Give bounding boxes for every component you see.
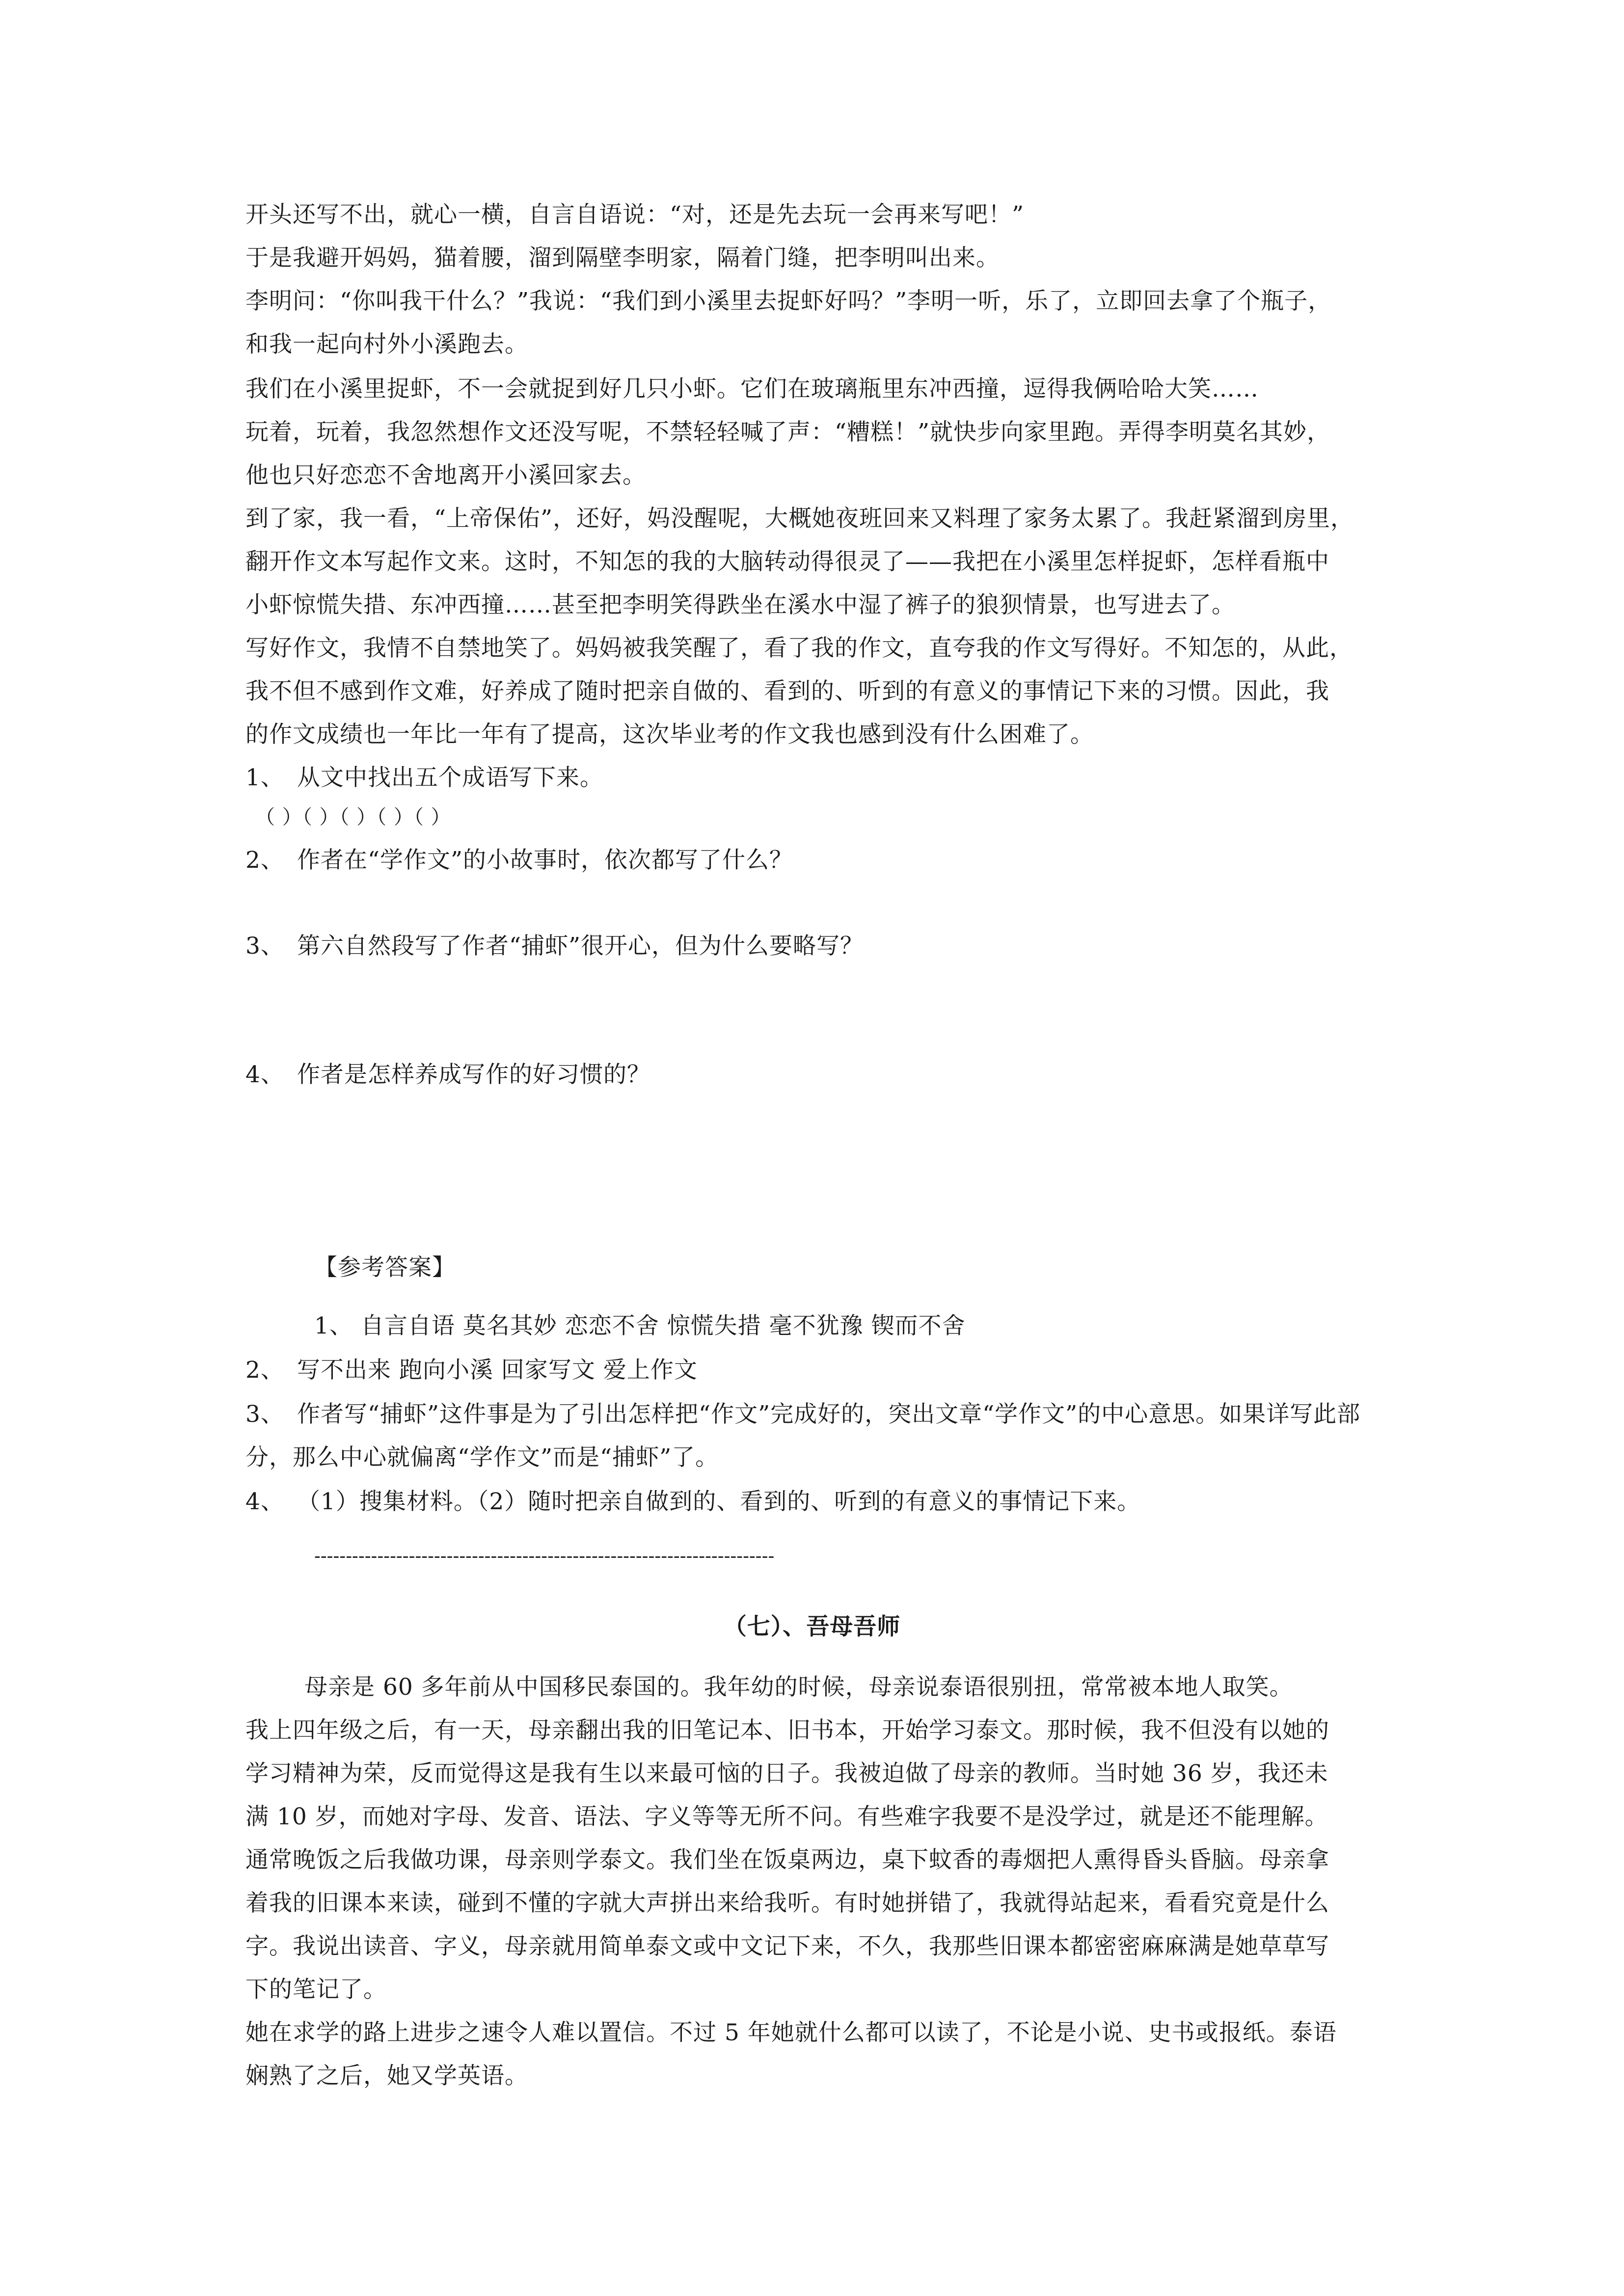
answer-4 [245, 1487, 1140, 1517]
question-4 [245, 1060, 650, 1090]
question-text: 第六自然段写了作者“捕虾”很开心，但为什么要略写？ [297, 933, 864, 960]
question-1 [245, 763, 603, 793]
question-2 [245, 846, 793, 875]
question-text: 作者在“学作文”的小故事时，依次都写了什么？ [297, 847, 793, 874]
story-line: 的作文成绩也一年比一年有了提高，这次毕业考的作文我也感到没有什么困难了。 [245, 721, 1094, 748]
answer-1: 1、 自言自语 莫名其妙 恋恋不舍 惊慌失措 毫不犹豫 锲而不舍 [314, 1312, 966, 1339]
question-number: 1、 [245, 764, 284, 791]
story-line: 到了家，我一看，“上帝保佑”，还好，妈没醒呢，大概她夜班回来又料理了家务太累了。我赶紧溜到房里， [245, 505, 1354, 532]
story-line: 小虾惊慌失措、东冲西撞……甚至把李明笑得跌坐在溪水中湿了裤子的狼狈情景，也写进去了。 [245, 591, 1235, 618]
story-line: 于是我避开妈妈，猫着腰，溜到隔壁李明家，隔着门缝，把李明叫出来。 [245, 244, 1000, 271]
question-number: 4、 [245, 1061, 284, 1088]
story-line: 学习精神为荣，反而觉得这是我有生以来最可恼的日子。我被迫做了母亲的教师。当时她 36 岁，我还未 [245, 1760, 1328, 1787]
story-line: 通常晚饭之后我做功课，母亲则学泰文。我们坐在饭桌两边，桌下蚊香的毒烟把人熏得昏头昏脑。母亲拿 [245, 1846, 1329, 1873]
story-line: 娴熟了之后，她又学英语。 [245, 2062, 528, 2089]
story-line: 开头还写不出，就心一横，自言自语说：“对，还是先去玩一会再来写吧！” [245, 201, 1025, 228]
story-line: 我不但不感到作文难，好养成了随时把亲自做的、看到的、听到的有意义的事情记下来的习惯。因此，我 [245, 678, 1329, 705]
answers-heading: 【参考答案】 [314, 1254, 456, 1281]
story-line: 我上四年级之后，有一天，母亲翻出我的旧笔记本、旧书本，开始学习泰文。那时候，我不但没有以她的 [245, 1717, 1329, 1744]
answer-blanks: （ ）（ ）（ ）（ ）（ ） [255, 806, 451, 828]
answer-2 [245, 1356, 698, 1385]
story-line: 和我一起向村外小溪跑去。 [245, 331, 528, 358]
answer-text: 作者写“捕虾”这件事是为了引出怎样把“作文”完成好的，突出文章“学作文”的中心意思。如果详写此部 [297, 1401, 1361, 1428]
answer-number: 3、 [245, 1401, 284, 1428]
story-line: 玩着，玩着，我忽然想作文还没写呢，不禁轻轻喊了声：“糟糕！”就快步向家里跑。弄得李明莫名其妙， [245, 419, 1331, 446]
answer-text: 写不出来 跑向小溪 回家写文 爱上作文 [297, 1357, 698, 1384]
answer-number: 2、 [245, 1357, 284, 1384]
story-line: 满 10 岁，而她对字母、发音、语法、字义等等无所不问。有些难字我要不是没学过，就是还不能理解。 [245, 1803, 1328, 1830]
question-text: 从文中找出五个成语写下来。 [297, 764, 603, 791]
story-line: 写好作文，我情不自禁地笑了。妈妈被我笑醒了，看了我的作文，直夸我的作文写得好。不知怎的，从此， [245, 635, 1353, 662]
section-title: （七）、吾母吾师 [723, 1613, 901, 1640]
answer-3 [245, 1400, 1360, 1429]
story-line: 翻开作文本写起作文来。这时，不知怎的我的大脑转动得很灵了——我把在小溪里怎样捉虾，怎样看瓶中 [245, 548, 1329, 575]
answer-number: 4、 [245, 1488, 284, 1515]
question-number: 3、 [245, 933, 284, 960]
story-line: 他也只好恋恋不舍地离开小溪回家去。 [245, 462, 646, 489]
answer-text: （1）搜集材料。（2）随时把亲自做到的、看到的、听到的有意义的事情记下来。 [297, 1488, 1141, 1515]
story-line: 下的笔记了。 [245, 1976, 387, 2003]
story-line: 母亲是 60 多年前从中国移民泰国的。我年幼的时候，母亲说泰语很别扭，常常被本地人取笑。 [304, 1674, 1293, 1701]
story-line: 字。我说出读音、字义，母亲就用简单泰文或中文记下来，不久，我那些旧课本都密密麻麻满是她草草写 [245, 1933, 1329, 1960]
story-line: 她在求学的路上进步之速令人难以置信。不过 5 年她就什么都可以读了，不论是小说、史书或报纸。泰语 [245, 2019, 1337, 2046]
question-3 [245, 932, 864, 961]
story-line: 李明问：“你叫我干什么？”我说：“我们到小溪里去捉虾好吗？”李明一听，乐了，立即回去拿了个瓶子， [245, 288, 1332, 315]
story-line: 我们在小溪里捉虾，不一会就捉到好几只小虾。它们在玻璃瓶里东冲西撞，逗得我俩哈哈大笑…… [245, 375, 1259, 402]
question-number: 2、 [245, 847, 284, 874]
question-text: 作者是怎样养成写作的好习惯的？ [297, 1061, 650, 1088]
story-line: 着我的旧课本来读，碰到不懂的字就大声拼出来给我听。有时她拼错了，我就得站起来，看看究竟是什么 [245, 1890, 1329, 1917]
section-divider: ------------------------------------------------------------------------- [314, 1545, 775, 1567]
answer-3-continued: 分，那么中心就偏离“学作文”而是“捕虾”了。 [245, 1444, 719, 1471]
